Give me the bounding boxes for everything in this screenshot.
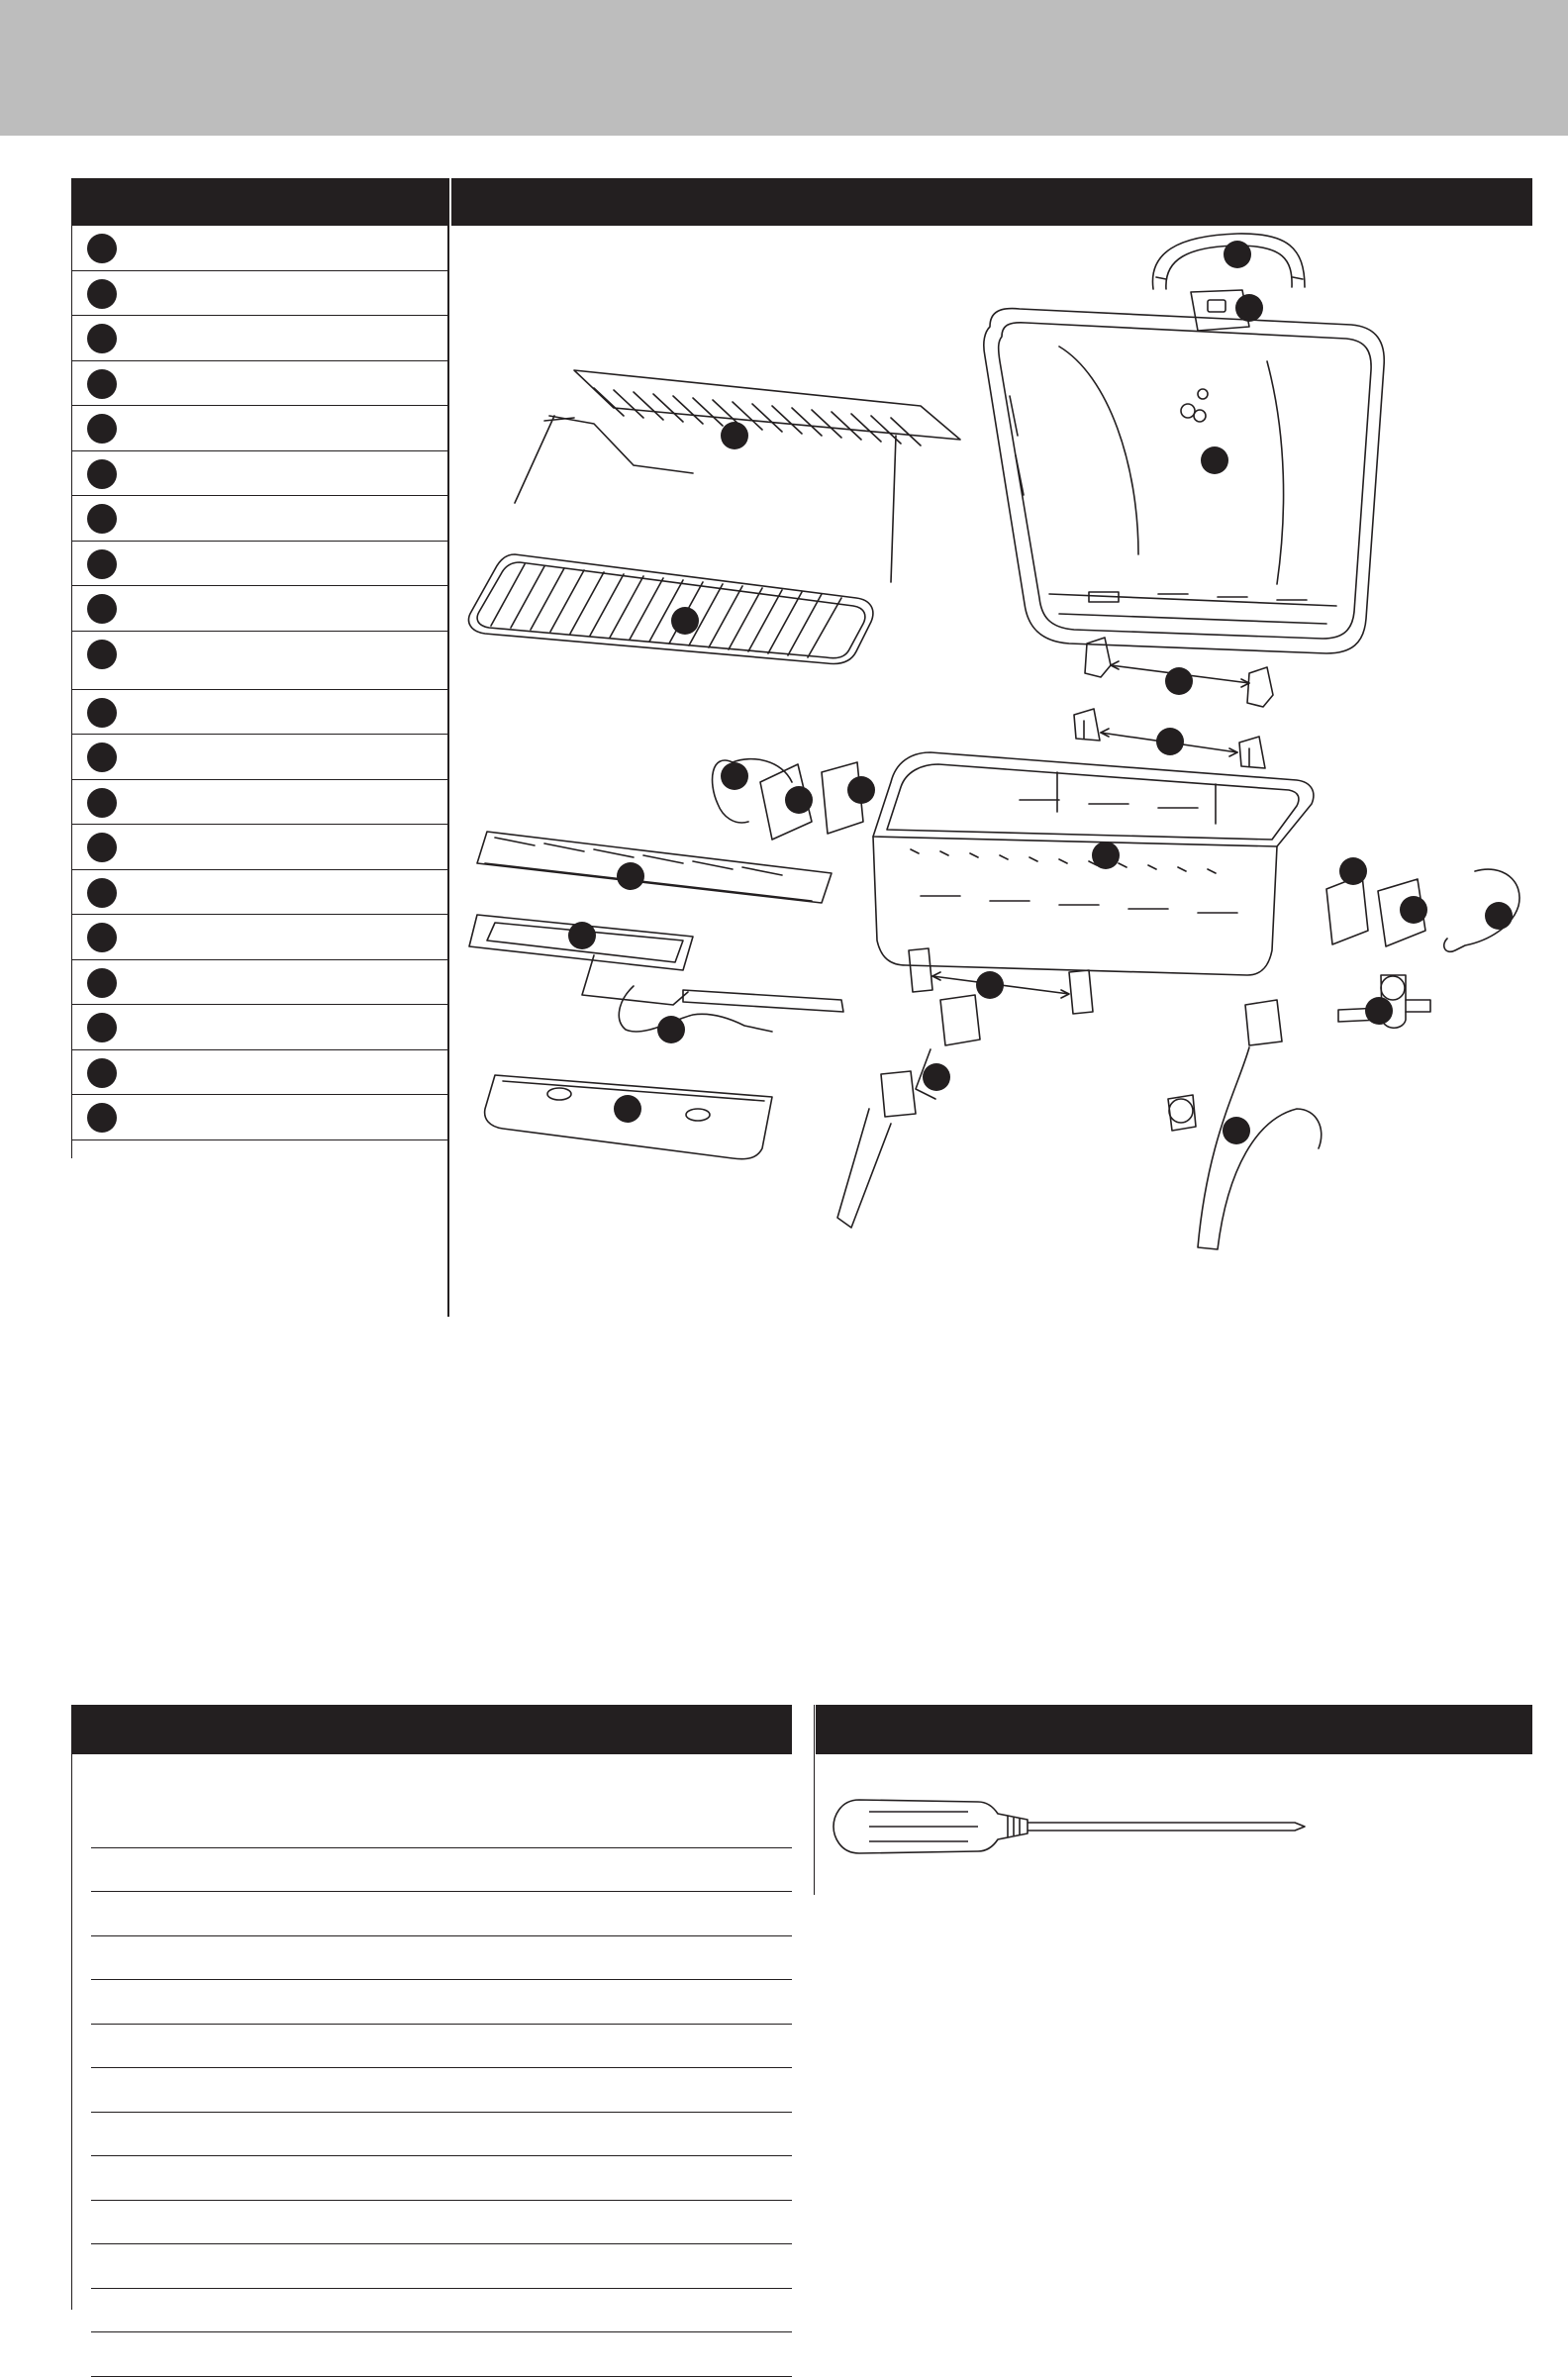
tools-left-line bbox=[814, 1705, 815, 1895]
callout-badge bbox=[568, 922, 596, 949]
hardware-list-line bbox=[91, 1980, 792, 2025]
parts-list-row bbox=[71, 361, 447, 407]
parts-list-row bbox=[71, 780, 447, 826]
diagram-header-bar bbox=[451, 178, 1532, 226]
callout-badge bbox=[1201, 446, 1228, 474]
part-number-badge bbox=[87, 788, 117, 818]
parts-list-row bbox=[71, 226, 447, 271]
exploded-diagram bbox=[453, 226, 1532, 1315]
part-number-badge bbox=[87, 640, 117, 669]
part-number-badge bbox=[87, 833, 117, 862]
parts-list-row bbox=[71, 496, 447, 542]
hardware-left-line bbox=[71, 1754, 72, 2310]
parts-list-row bbox=[71, 735, 447, 780]
callout-badge bbox=[1223, 1117, 1250, 1144]
parts-list-row bbox=[71, 542, 447, 587]
callout-badge bbox=[1339, 857, 1367, 885]
part-number-badge bbox=[87, 549, 117, 579]
part-number-badge bbox=[87, 743, 117, 772]
hardware-list-line bbox=[91, 2289, 792, 2333]
part-number-badge bbox=[87, 1058, 117, 1088]
page-header-band bbox=[0, 0, 1568, 136]
part-number-badge bbox=[87, 1103, 117, 1133]
parts-list-row bbox=[71, 960, 447, 1006]
heat-tent-icon bbox=[477, 832, 832, 903]
parts-list-row bbox=[71, 316, 447, 361]
part-number-badge bbox=[87, 698, 117, 728]
callout-badge bbox=[617, 862, 644, 890]
callout-badge bbox=[1365, 997, 1393, 1025]
part-number-badge bbox=[87, 369, 117, 399]
hardware-list-line bbox=[91, 2156, 792, 2201]
part-number-badge bbox=[87, 279, 117, 309]
callout-badge bbox=[1092, 842, 1120, 869]
part-number-badge bbox=[87, 504, 117, 534]
hardware-list-line bbox=[91, 1848, 792, 1893]
part-number-badge bbox=[87, 459, 117, 489]
parts-divider-line bbox=[447, 178, 449, 1317]
callout-badge bbox=[1235, 294, 1263, 322]
parts-list-row bbox=[71, 451, 447, 497]
callout-badge bbox=[923, 1063, 950, 1091]
hardware-list-line bbox=[91, 2332, 792, 2377]
parts-list bbox=[71, 226, 447, 1140]
callout-badge bbox=[1400, 896, 1427, 924]
firebox-icon bbox=[873, 752, 1314, 975]
hardware-list-line bbox=[91, 2113, 792, 2157]
callout-badge bbox=[1224, 241, 1251, 268]
part-number-badge bbox=[87, 1013, 117, 1042]
callout-badge bbox=[1165, 667, 1193, 695]
parts-list-header-bar bbox=[71, 178, 447, 226]
hardware-list-line bbox=[91, 1804, 792, 1848]
hardware-list-line bbox=[91, 1936, 792, 1981]
parts-list-row bbox=[71, 1095, 447, 1140]
callout-badge bbox=[614, 1095, 641, 1123]
hardware-list-line bbox=[91, 2068, 792, 2113]
parts-list-row bbox=[71, 690, 447, 736]
cooking-grate-icon bbox=[469, 554, 873, 664]
left-leg-icon bbox=[837, 995, 980, 1228]
callout-badge bbox=[1156, 728, 1184, 755]
burner-icon bbox=[469, 915, 843, 1012]
parts-list-row bbox=[71, 825, 447, 870]
hardware-list-line bbox=[91, 2244, 792, 2289]
parts-list-row bbox=[71, 915, 447, 960]
warming-rack-icon bbox=[515, 370, 960, 582]
parts-list-row bbox=[71, 586, 447, 632]
callout-badge bbox=[721, 422, 748, 449]
parts-list-row bbox=[71, 632, 447, 690]
hardware-header-bar bbox=[71, 1705, 792, 1754]
phillips-screwdriver-icon bbox=[830, 1782, 1324, 1871]
parts-list-row bbox=[71, 1050, 447, 1096]
callout-badge bbox=[1485, 902, 1513, 930]
parts-list-row bbox=[71, 271, 447, 317]
callout-badge bbox=[657, 1016, 685, 1043]
callout-badge bbox=[847, 776, 875, 804]
hardware-list-line bbox=[91, 1892, 792, 1936]
ignitor-wire-icon bbox=[619, 986, 772, 1032]
parts-list-row bbox=[71, 1005, 447, 1050]
hardware-list-line bbox=[91, 2201, 792, 2245]
callout-badge bbox=[785, 786, 813, 814]
part-number-badge bbox=[87, 968, 117, 998]
callout-badge bbox=[721, 762, 748, 790]
part-number-badge bbox=[87, 414, 117, 444]
parts-list-row bbox=[71, 870, 447, 916]
callout-badge bbox=[671, 607, 699, 635]
part-number-badge bbox=[87, 234, 117, 263]
callout-badge bbox=[976, 971, 1004, 999]
part-number-badge bbox=[87, 594, 117, 624]
hardware-list-line bbox=[91, 2025, 792, 2069]
part-number-badge bbox=[87, 324, 117, 353]
part-number-badge bbox=[87, 923, 117, 952]
tools-header-bar bbox=[816, 1705, 1532, 1754]
parts-list-row bbox=[71, 406, 447, 451]
part-number-badge bbox=[87, 878, 117, 908]
hardware-list-lines bbox=[91, 1804, 792, 2377]
lid-icon bbox=[984, 309, 1384, 653]
